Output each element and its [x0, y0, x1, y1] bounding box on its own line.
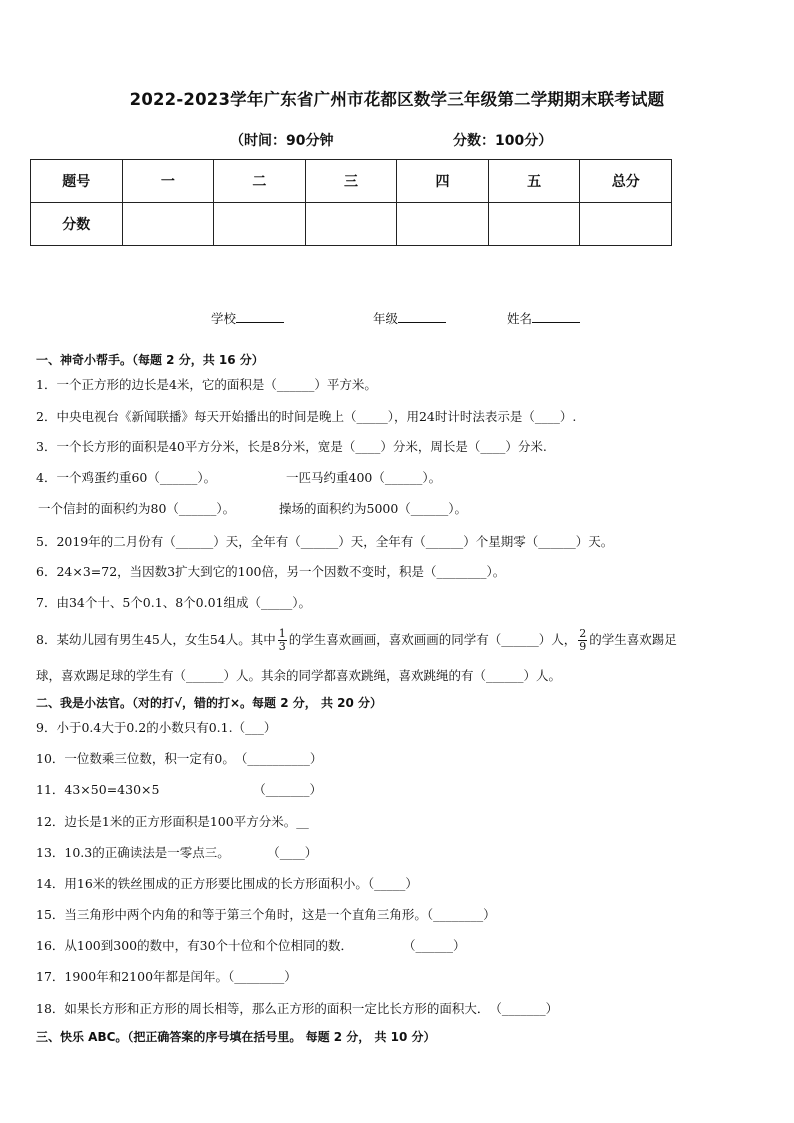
score-row-label: 分数 — [31, 203, 123, 246]
school-blank[interactable] — [236, 310, 284, 323]
score-cell[interactable] — [580, 203, 672, 246]
exam-time: （时间：90分钟 — [230, 133, 334, 149]
score-cell[interactable] — [397, 203, 489, 246]
score-cell[interactable] — [122, 203, 214, 246]
name-field[interactable] — [507, 309, 580, 327]
question-8-part1: 8．某幼儿园有男生45人，女生54人。其中 — [36, 632, 276, 647]
question-9: 9．小于0.4大于0.2的小数只有0.1.（___） — [36, 720, 277, 735]
question-6: 6．24×3=72，当因数3扩大到它的100倍，另一个因数不变时，积是（________）。 — [36, 564, 506, 579]
name-label: 姓名 — [507, 311, 533, 326]
grade-field[interactable] — [373, 309, 446, 327]
fraction-denominator: 3 — [278, 640, 286, 653]
score-header-cell: 二 — [214, 160, 306, 203]
fraction-denominator: 9 — [579, 640, 587, 653]
section-2-heading: 二、我是小法官。（对的打√，错的打×。每题 2 分， 共 20 分） — [36, 696, 382, 710]
score-header-cell: 五 — [488, 160, 580, 203]
score-cell[interactable] — [488, 203, 580, 246]
exam-title: 2022-2023学年广东省广州市花都区数学三年级第二学期期末联考试题 — [129, 90, 665, 109]
score-header-cell: 题号 — [31, 160, 123, 203]
question-17: 17．1900年和2100年都是闰年。（________） — [36, 969, 297, 984]
section-1-heading: 一、神奇小帮手。（每题 2 分，共 16 分） — [36, 353, 264, 367]
score-cell[interactable] — [305, 203, 397, 246]
question-2: 2．中央电视台《新闻联播》每天开始播出的时间是晚上（_____），用24时计时法表示是（____）. — [36, 409, 577, 424]
question-3: 3．一个长方形的面积是40平方分米，长是8分米，宽是（____）分米，周长是（____）分米. — [36, 439, 547, 454]
fraction-numerator: 2 — [579, 627, 587, 640]
question-8 — [36, 625, 677, 655]
name-blank[interactable] — [532, 310, 580, 323]
question-5: 5．2019年的二月份有（______）天，全年有（______）天，全年有（______）个星期零（______）天。 — [36, 534, 614, 549]
question-8-line2: 球，喜欢踢足球的学生有（______）人。其余的同学都喜欢跳绳，喜欢跳绳的有（______）人。 — [36, 668, 562, 683]
section-3-heading: 三、快乐 ABC。（把正确答案的序号填在括号里。 每题 2 分， 共 10 分） — [36, 1030, 436, 1044]
fraction-numerator: 1 — [278, 627, 286, 640]
school-label: 学校 — [211, 311, 237, 326]
fraction-two-ninths — [578, 628, 587, 653]
school-field[interactable] — [211, 309, 284, 327]
question-12: 12．边长是1米的正方形面积是100平方分米。__ — [36, 814, 309, 829]
question-1: 1．一个正方形的边长是4米，它的面积是（______）平方米。 — [36, 377, 377, 392]
score-header-cell: 一 — [122, 160, 214, 203]
question-8-part3: 的学生喜欢踢足 — [589, 632, 677, 647]
score-table-header-row — [31, 160, 672, 203]
question-8-part2: 的学生喜欢画画，喜欢画画的同学有（______）人， — [288, 632, 577, 647]
question-4b: 一匹马约重400（______）。 — [286, 470, 442, 485]
score-table — [30, 159, 672, 246]
question-16: 16．从100到300的数中，有30个十位和个位相同的数． （______） — [36, 938, 466, 953]
score-header-cell: 三 — [305, 160, 397, 203]
question-7: 7．由34个十、5个0.1、8个0.01组成（_____）。 — [36, 595, 311, 610]
question-4d: 操场的面积约为5000（______）。 — [279, 501, 468, 516]
question-18: 18．如果长方形和正方形的周长相等，那么正方形的面积一定比长方形的面积大． （_______） — [36, 1001, 559, 1016]
score-table-score-row — [31, 203, 672, 246]
exam-score: 分数：100分） — [453, 133, 553, 149]
question-10: 10．一位数乘三位数，积一定有0。 （__________） — [36, 751, 323, 766]
question-4c: 一个信封的面积约为80（______）。 — [38, 501, 236, 516]
score-header-cell: 总分 — [580, 160, 672, 203]
question-14: 14．用16米的铁丝围成的正方形要比围成的长方形面积小。（_____） — [36, 876, 418, 891]
grade-label: 年级 — [373, 311, 399, 326]
grade-blank[interactable] — [398, 310, 446, 323]
fraction-one-third — [278, 628, 287, 653]
score-header-cell: 四 — [397, 160, 489, 203]
question-13: 13．10.3的正确读法是一零点三。 （____） — [36, 845, 318, 860]
question-4a: 4．一个鸡蛋约重60（______）。 — [36, 470, 217, 485]
score-cell[interactable] — [214, 203, 306, 246]
question-11: 11．43×50=430×5 （_______） — [36, 782, 322, 797]
question-15: 15．当三角形中两个内角的和等于第三个角时，这是一个直角三角形。（________） — [36, 907, 496, 922]
